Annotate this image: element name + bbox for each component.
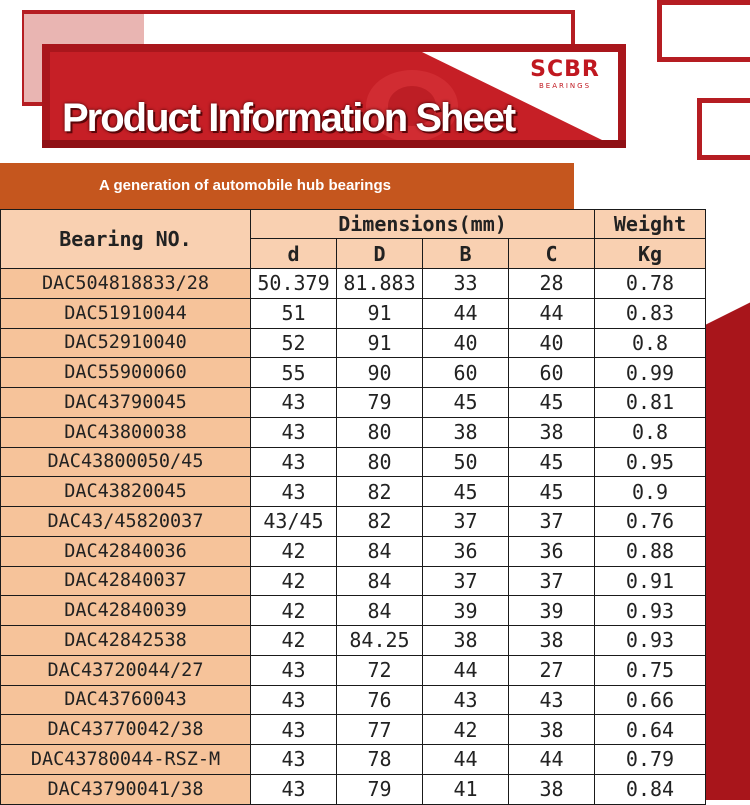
weight-cell: 0.91	[595, 566, 706, 596]
bearing-number-cell: DAC42840037	[1, 566, 251, 596]
bearing-number-cell: DAC43720044/27	[1, 655, 251, 685]
weight-cell: 0.99	[595, 358, 706, 388]
table-row	[1, 536, 706, 566]
weight-cell: 0.84	[595, 774, 706, 804]
d-cell: 43	[251, 388, 337, 418]
weight-cell: 0.8	[595, 417, 706, 447]
d-cell: 50.379	[251, 269, 337, 299]
decorative-right-wedge	[705, 300, 750, 800]
bearing-number-cell: DAC42840036	[1, 536, 251, 566]
logo-name: SCBR	[530, 57, 600, 82]
weight-cell: 0.83	[595, 298, 706, 328]
outer-d-cell: 72	[337, 655, 423, 685]
table-row	[1, 358, 706, 388]
d-cell: 43	[251, 447, 337, 477]
c-cell: 45	[509, 477, 595, 507]
weight-cell: 0.95	[595, 447, 706, 477]
b-cell: 37	[423, 507, 509, 537]
bearing-number-cell: DAC52910040	[1, 328, 251, 358]
c-cell: 45	[509, 388, 595, 418]
d-cell: 43/45	[251, 507, 337, 537]
outer-d-cell: 78	[337, 745, 423, 775]
outer-d-cell: 82	[337, 477, 423, 507]
bearing-number-cell: DAC55900060	[1, 358, 251, 388]
c-cell: 45	[509, 447, 595, 477]
logo-subtitle: BEARINGS	[538, 82, 592, 90]
subtitle-text: A generation of automobile hub bearings	[99, 177, 391, 194]
header-banner	[42, 44, 626, 148]
bearing-number-cell: DAC43790041/38	[1, 774, 251, 804]
d-cell: 51	[251, 298, 337, 328]
weight-cell: 0.75	[595, 655, 706, 685]
weight-cell: 0.76	[595, 507, 706, 537]
table-row	[1, 507, 706, 537]
bearing-number-cell: DAC51910044	[1, 298, 251, 328]
c-cell: 27	[509, 655, 595, 685]
table-row	[1, 596, 706, 626]
d-cell: 43	[251, 477, 337, 507]
d-cell: 52	[251, 328, 337, 358]
b-cell: 40	[423, 328, 509, 358]
b-cell: 45	[423, 388, 509, 418]
bearing-no-header: Bearing NO.	[1, 210, 251, 269]
table-row	[1, 685, 706, 715]
dimensions-header: Dimensions(mm)	[251, 210, 595, 239]
table-row	[1, 447, 706, 477]
bearing-number-cell: DAC43760043	[1, 685, 251, 715]
table-row	[1, 269, 706, 299]
bearing-number-cell: DAC43800038	[1, 417, 251, 447]
c-cell: 38	[509, 715, 595, 745]
weight-cell: 0.8	[595, 328, 706, 358]
weight-cell: 0.81	[595, 388, 706, 418]
outer-d-cell: 90	[337, 358, 423, 388]
outer-d-cell: 79	[337, 388, 423, 418]
c-cell: 43	[509, 685, 595, 715]
outer-d-cell: 84	[337, 596, 423, 626]
b-cell: 37	[423, 566, 509, 596]
outer-d-cell: 80	[337, 417, 423, 447]
table-row	[1, 477, 706, 507]
outer-d-cell: 81.883	[337, 269, 423, 299]
bearing-number-cell: DAC43800050/45	[1, 447, 251, 477]
b-cell: 38	[423, 626, 509, 656]
d-cell: 55	[251, 358, 337, 388]
weight-header: Weight	[595, 210, 706, 239]
outer-d-cell: 76	[337, 685, 423, 715]
outer-d-cell: 84	[337, 536, 423, 566]
c-cell: 44	[509, 745, 595, 775]
sub-header-C: C	[509, 239, 595, 269]
sub-header-d: d	[251, 239, 337, 269]
bearing-number-cell: DAC43780044-RSZ-M	[1, 745, 251, 775]
weight-cell: 0.88	[595, 536, 706, 566]
bearing-spec-table	[0, 209, 706, 805]
b-cell: 38	[423, 417, 509, 447]
bearing-number-cell: DAC43790045	[1, 388, 251, 418]
bearing-number-cell: DAC504818833/28	[1, 269, 251, 299]
brand-logo	[520, 58, 610, 90]
decorative-right-box-top	[657, 0, 750, 62]
subtitle-bar	[0, 163, 574, 209]
sub-header-kg: Kg	[595, 239, 706, 269]
page-title: Product Information Sheet	[62, 96, 515, 140]
b-cell: 39	[423, 596, 509, 626]
table-row	[1, 388, 706, 418]
outer-d-cell: 84	[337, 566, 423, 596]
bearing-number-cell: DAC42842538	[1, 626, 251, 656]
b-cell: 45	[423, 477, 509, 507]
b-cell: 43	[423, 685, 509, 715]
d-cell: 43	[251, 417, 337, 447]
d-cell: 43	[251, 685, 337, 715]
b-cell: 44	[423, 298, 509, 328]
sub-header-B: B	[423, 239, 509, 269]
d-cell: 42	[251, 596, 337, 626]
c-cell: 38	[509, 774, 595, 804]
outer-d-cell: 80	[337, 447, 423, 477]
bearing-number-cell: DAC42840039	[1, 596, 251, 626]
b-cell: 41	[423, 774, 509, 804]
d-cell: 42	[251, 566, 337, 596]
table-body	[1, 269, 706, 805]
table-row	[1, 715, 706, 745]
outer-d-cell: 91	[337, 298, 423, 328]
d-cell: 43	[251, 745, 337, 775]
table-row	[1, 328, 706, 358]
table-row	[1, 655, 706, 685]
outer-d-cell: 82	[337, 507, 423, 537]
c-cell: 28	[509, 269, 595, 299]
weight-cell: 0.9	[595, 477, 706, 507]
d-cell: 43	[251, 715, 337, 745]
b-cell: 33	[423, 269, 509, 299]
weight-cell: 0.79	[595, 745, 706, 775]
bearing-number-cell: DAC43/45820037	[1, 507, 251, 537]
outer-d-cell: 77	[337, 715, 423, 745]
b-cell: 44	[423, 745, 509, 775]
c-cell: 37	[509, 507, 595, 537]
d-cell: 42	[251, 626, 337, 656]
c-cell: 40	[509, 328, 595, 358]
weight-cell: 0.93	[595, 626, 706, 656]
b-cell: 50	[423, 447, 509, 477]
outer-d-cell: 91	[337, 328, 423, 358]
sub-header-D: D	[337, 239, 423, 269]
b-cell: 60	[423, 358, 509, 388]
bearing-number-cell: DAC43770042/38	[1, 715, 251, 745]
table-row	[1, 417, 706, 447]
table-row	[1, 298, 706, 328]
weight-cell: 0.93	[595, 596, 706, 626]
weight-cell: 0.78	[595, 269, 706, 299]
c-cell: 39	[509, 596, 595, 626]
c-cell: 60	[509, 358, 595, 388]
outer-d-cell: 79	[337, 774, 423, 804]
d-cell: 43	[251, 655, 337, 685]
b-cell: 42	[423, 715, 509, 745]
c-cell: 38	[509, 417, 595, 447]
c-cell: 38	[509, 626, 595, 656]
weight-cell: 0.64	[595, 715, 706, 745]
bearing-number-cell: DAC43820045	[1, 477, 251, 507]
b-cell: 44	[423, 655, 509, 685]
b-cell: 36	[423, 536, 509, 566]
d-cell: 43	[251, 774, 337, 804]
table-row	[1, 566, 706, 596]
d-cell: 42	[251, 536, 337, 566]
c-cell: 36	[509, 536, 595, 566]
weight-cell: 0.66	[595, 685, 706, 715]
decorative-right-box-middle	[697, 98, 750, 160]
c-cell: 44	[509, 298, 595, 328]
c-cell: 37	[509, 566, 595, 596]
table-row	[1, 745, 706, 775]
outer-d-cell: 84.25	[337, 626, 423, 656]
table-row	[1, 626, 706, 656]
